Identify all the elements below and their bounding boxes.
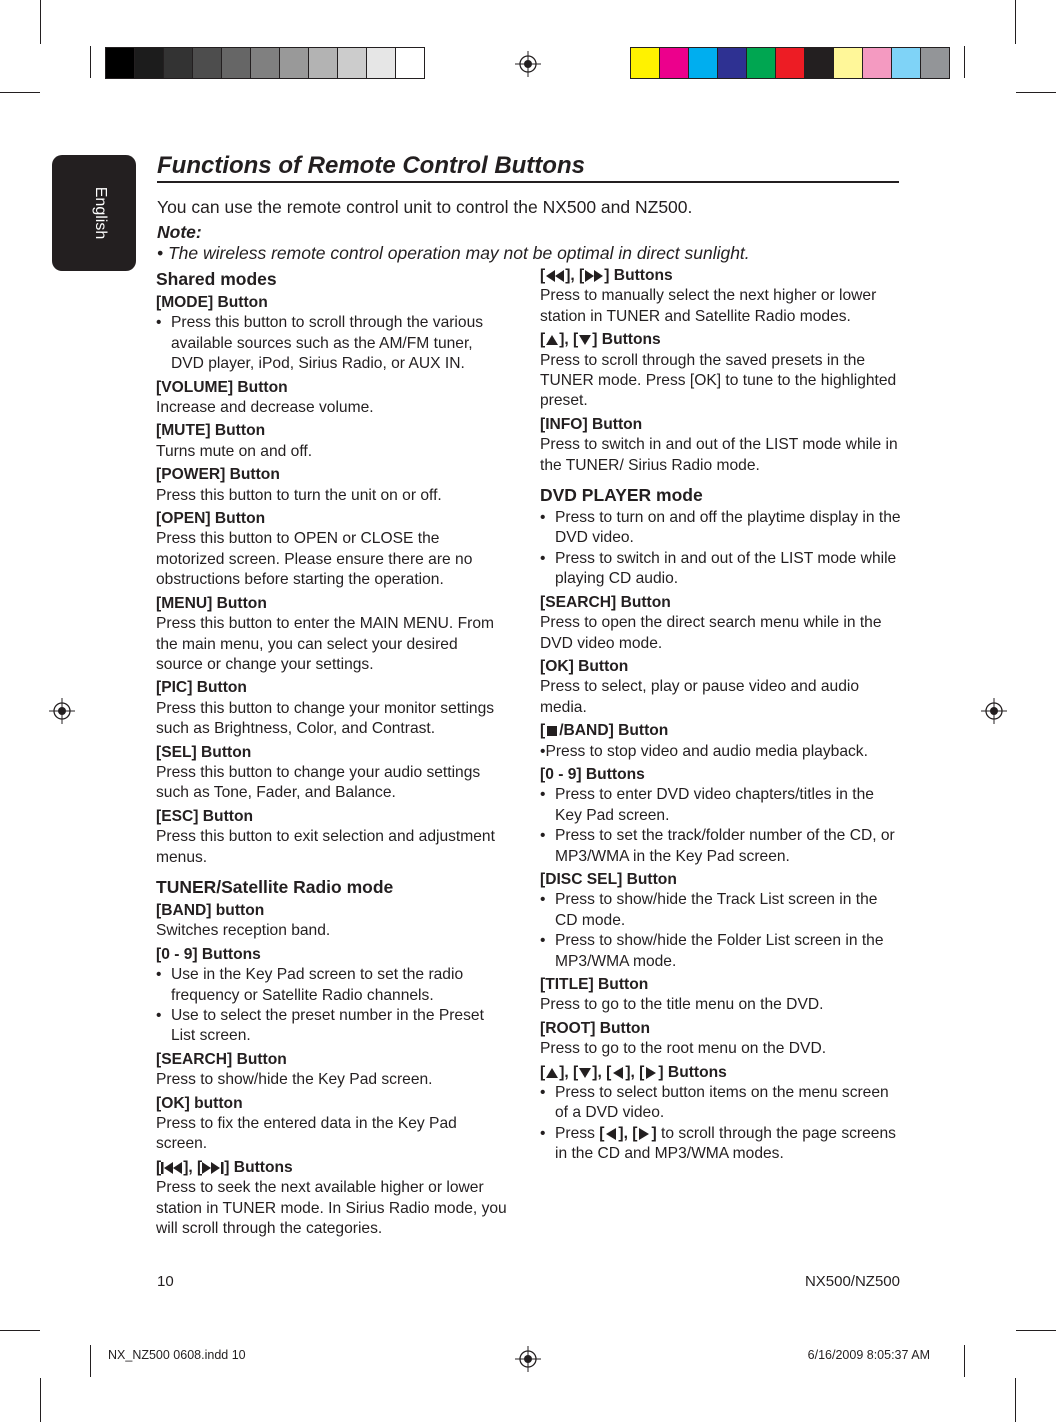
print-slug-date: 6/16/2009 8:05:37 AM [807, 1348, 930, 1362]
description: Press this button to change your monitor settings such as Brightness, Color, and Contrast. [156, 699, 495, 738]
button-heading: [ESC] Button [156, 807, 254, 825]
bullet-item: • Press to show/hide the Track List screen in the CD mode. [540, 890, 902, 931]
left-column [156, 266, 508, 1239]
bullet-text-end: to scroll through the page screens in the CD and MP3/WMA modes. [555, 1124, 896, 1163]
color-swatch [309, 48, 338, 78]
button-heading: [MUTE] Button [156, 422, 266, 440]
crop-mark [964, 1345, 965, 1377]
stop-square-icon [545, 725, 559, 737]
color-swatch [135, 48, 164, 78]
title-underline [157, 181, 899, 183]
button-heading: [SEARCH] Button [156, 1050, 287, 1068]
bullet-item: • Use in the Key Pad screen to set the radio frequency or Satellite Radio channels. [156, 965, 508, 1006]
skip-back-icon [161, 1162, 183, 1174]
button-heading: [OK] button [156, 1094, 243, 1112]
button-heading-suffix: Buttons [609, 267, 673, 284]
button-heading: [ ], [ ] Buttons [156, 1158, 293, 1176]
color-swatch [251, 48, 280, 78]
button-heading: [PIC] Button [156, 679, 247, 697]
description: Increase and decrease volume. [156, 399, 374, 417]
model-name: NX500/NZ500 [804, 1273, 900, 1290]
crop-mark [1015, 0, 1016, 44]
bullet-item: • Press to select button items on the menu screen of a DVD video. [540, 1083, 902, 1124]
description: Press to switch in and out of the LIST mode while in the TUNER/ Sirius Radio mode. [540, 436, 898, 474]
description: Press to go to the title menu on the DVD. [540, 996, 824, 1014]
description: Press to fix the entered data in the Key Pad screen. [156, 1115, 457, 1153]
button-heading: [POWER] Button [156, 466, 280, 484]
note-heading: Note: [157, 222, 202, 242]
color-swatch [805, 48, 834, 78]
button-heading: [SEL] Button [156, 743, 252, 761]
description: Press this button to change your audio settings such as Tone, Fader, and Balance. [156, 763, 481, 802]
section-heading: Shared modes [156, 269, 277, 289]
page-number: 10 [157, 1273, 174, 1290]
bullet-item: • Use to select the preset number in the Preset List screen. [156, 1006, 508, 1047]
description: •Press to stop video and audio media playback. [540, 742, 868, 760]
button-heading-suffix: Buttons [229, 1158, 293, 1176]
description: Press this button to exit selection and adjustment menus. [156, 828, 495, 866]
registration-mark-icon [981, 698, 1007, 724]
skip-forward-icon [202, 1162, 224, 1174]
bullet-item: • Press to set the track/folder number of the CD, or MP3/WMA in the Key Pad screen. [540, 826, 902, 867]
color-swatch [863, 48, 892, 78]
crop-mark [40, 1378, 41, 1422]
description: Press to scroll through the saved presets in the TUNER mode. Press [OK] to tune to the highlighted preset. [540, 351, 897, 410]
color-swatch [396, 48, 424, 78]
description: Press to open the direct search menu while in the DVD video mode. [540, 614, 882, 652]
description: Press this button to enter the MAIN MENU. From the main menu, you can select your desired source or change your settings. [156, 615, 494, 673]
bullet-item: • Press to turn on and off the playtime display in the DVD video. [540, 508, 902, 549]
section-heading: DVD PLAYER mode [540, 485, 703, 506]
button-heading: [0 - 9] Buttons [156, 945, 261, 963]
language-tab-label: English [92, 186, 109, 240]
crop-mark [0, 92, 40, 93]
button-heading: [MODE] Button [156, 294, 268, 311]
page-title: Functions of Remote Control Buttons [157, 152, 585, 179]
right-column [540, 266, 902, 1165]
rewind-icon [545, 270, 565, 282]
crop-mark [90, 1345, 91, 1377]
crop-mark [1015, 1378, 1016, 1422]
color-swatch [222, 48, 251, 78]
bullet-item: • Press to enter DVD video chapters/titles in the Key Pad screen. [540, 785, 902, 826]
color-swatch [280, 48, 309, 78]
button-heading: [SEARCH] Button [540, 593, 671, 611]
bullet-item: • Press [ ], [ ] to scroll through the page screens in the CD and MP3/WMA modes. [540, 1124, 902, 1165]
description: Press to show/hide the Key Pad screen. [156, 1071, 433, 1089]
crop-mark [0, 1330, 40, 1331]
button-heading: [INFO] Button [540, 415, 643, 433]
color-swatch [718, 48, 747, 78]
fast-forward-icon [584, 270, 604, 282]
button-heading: [DISC SEL] Button [540, 870, 677, 888]
button-heading: [ ], [ ] Buttons [540, 331, 661, 349]
button-heading: [ ], [ ] Buttons [540, 267, 673, 284]
button-heading: [0 - 9] Buttons [540, 765, 645, 783]
color-swatch [921, 48, 949, 78]
description: Press to seek the next available higher or lower station in TUNER mode. In Sirius Radio mode, you will scroll through the categories. [156, 1179, 507, 1238]
bullet-item: • Press to show/hide the Folder List screen in the MP3/WMA mode. [540, 931, 902, 972]
crop-mark [40, 0, 41, 44]
print-slug-file: NX_NZ500 0608.indd 10 [108, 1348, 246, 1362]
button-heading: [OK] Button [540, 657, 629, 675]
description: Press this button to OPEN or CLOSE the motorized screen. Please ensure there are no obstructions before starting the operation. [156, 530, 473, 589]
description: Press to manually select the next higher or lower station in TUNER and Satellite Radio modes. [540, 287, 877, 325]
button-heading: [VOLUME] Button [156, 378, 288, 396]
button-heading: [OPEN] Button [156, 510, 266, 528]
description: Turns mute on and off. [156, 442, 313, 460]
bullet-item: • Press this button to scroll through the various available sources such as the AM/FM tuner, DVD player, iPod, Sirius Radio, or AUX IN. [156, 313, 508, 374]
down-arrow-icon [578, 334, 592, 346]
color-swatch [776, 48, 805, 78]
process-color-bar [630, 47, 950, 79]
crop-mark [90, 46, 91, 78]
color-swatch [338, 48, 367, 78]
button-heading: [TITLE] Button [540, 976, 649, 993]
color-swatch [106, 48, 135, 78]
description: Press to go to the root menu on the DVD. [540, 1040, 827, 1058]
button-heading: [ROOT] Button [540, 1019, 650, 1037]
button-heading: [ /BAND] Button [540, 722, 669, 740]
button-heading-suffix: /BAND] Button [559, 722, 669, 740]
grayscale-color-bar [105, 47, 425, 79]
bullet-text-start: Press [555, 1124, 600, 1142]
up-arrow-icon [545, 334, 559, 346]
description: Press to select, play or pause video and audio media. [540, 678, 860, 716]
color-swatch [747, 48, 776, 78]
button-heading: [MENU] Button [156, 594, 267, 612]
registration-mark-icon [515, 51, 541, 77]
left-arrow-icon [611, 1067, 625, 1079]
bullet-item: • Press to switch in and out of the LIST mode while playing CD audio. [540, 549, 902, 590]
left-arrow-icon [604, 1128, 618, 1140]
color-swatch [164, 48, 193, 78]
section-heading: TUNER/Satellite Radio mode [156, 876, 394, 897]
description: Switches reception band. [156, 922, 331, 940]
note-body: • The wireless remote control operation may not be optimal in direct sunlight. [157, 243, 750, 263]
crop-mark [964, 46, 965, 78]
intro-text: You can use the remote control unit to control the NX500 and NZ500. [157, 197, 693, 217]
color-swatch [834, 48, 863, 78]
color-swatch [193, 48, 222, 78]
crop-mark [1016, 92, 1056, 93]
color-swatch [631, 48, 660, 78]
button-heading: [ ], [ ], [ ], [ ] Buttons [540, 1063, 727, 1081]
right-arrow-icon [637, 1128, 651, 1140]
color-swatch [689, 48, 718, 78]
button-heading: [BAND] button [156, 901, 265, 919]
color-swatch [660, 48, 689, 78]
down-arrow-icon [578, 1067, 592, 1079]
description: Press this button to turn the unit on or off. [156, 486, 442, 504]
right-arrow-icon [644, 1067, 658, 1079]
registration-mark-icon [515, 1346, 541, 1372]
color-swatch [892, 48, 921, 78]
up-arrow-icon [545, 1067, 559, 1079]
color-swatch [367, 48, 396, 78]
button-heading-suffix: Buttons [663, 1063, 727, 1081]
language-tab [52, 155, 136, 271]
crop-mark [1016, 1330, 1056, 1331]
registration-mark-icon [49, 698, 75, 724]
button-heading-suffix: Buttons [597, 331, 661, 349]
